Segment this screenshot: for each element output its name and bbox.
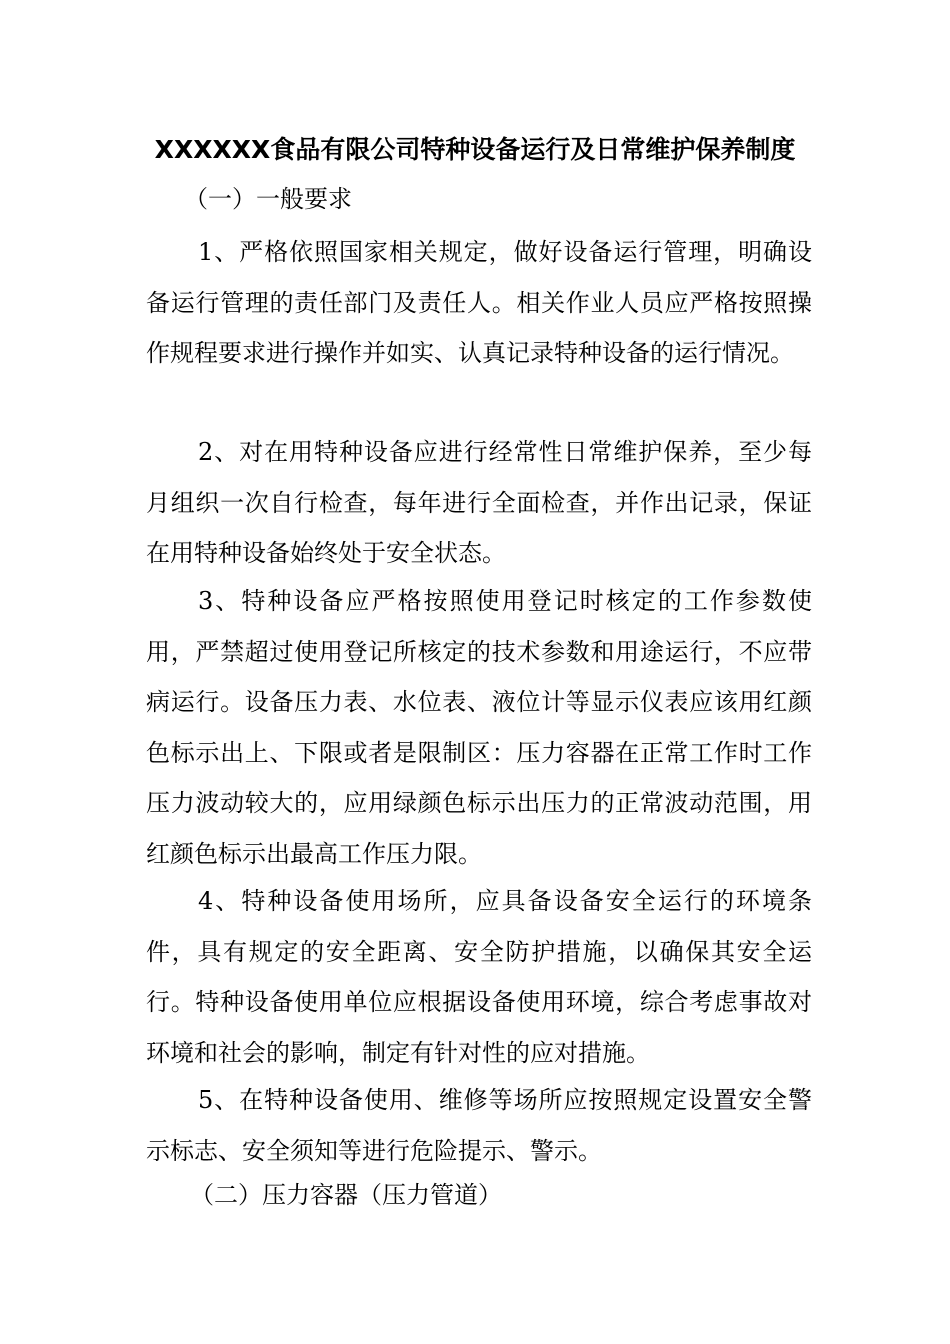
paragraph-3: 3、特种设备应严格按照使用登记时核定的工作参数使用，严禁超过使用登记所核定的技术参数和用途运行，不应带病运行。设备压力表、水位表、液位计等显示仪表应该用红颜色标示出上、下限或者是限制区：压力容器在正常工作时工作压力波动较大的，应用绿颜色标示出压力的正常波动范围，用红颜色标示出最高工作压力限。: [146, 587, 812, 868]
section-heading-pressure-vessels: （二）压力容器（压力管道）: [190, 1181, 502, 1209]
document-title: XXXXXX食品有限公司特种设备运行及日常维护保养制度: [154, 135, 796, 164]
paragraph-2: 2、对在用特种设备应进行经常性日常维护保养，至少每月组织一次自行检查，每年进行全面检查，并作出记录，保证在用特种设备始终处于安全状态。: [146, 438, 812, 567]
paragraph-4: 4、特种设备使用场所，应具备设备安全运行的环境条件，具有规定的安全距离、安全防护措施，以确保其安全运行。特种设备使用单位应根据设备使用环境，综合考虑事故对环境和社会的影响，制定有针对性的应对措施。: [146, 887, 812, 1067]
section-heading-general-requirements: （一）一般要求: [184, 185, 352, 213]
paragraph-5: 5、在特种设备使用、维修等场所应按照规定设置安全警示标志、安全须知等进行危险提示、警示。: [146, 1086, 812, 1165]
paragraph-1: 1、严格依照国家相关规定，做好设备运行管理，明确设备运行管理的责任部门及责任人。相关作业人员应严格按照操作规程要求进行操作并如实、认真记录特种设备的运行情况。: [146, 238, 812, 367]
